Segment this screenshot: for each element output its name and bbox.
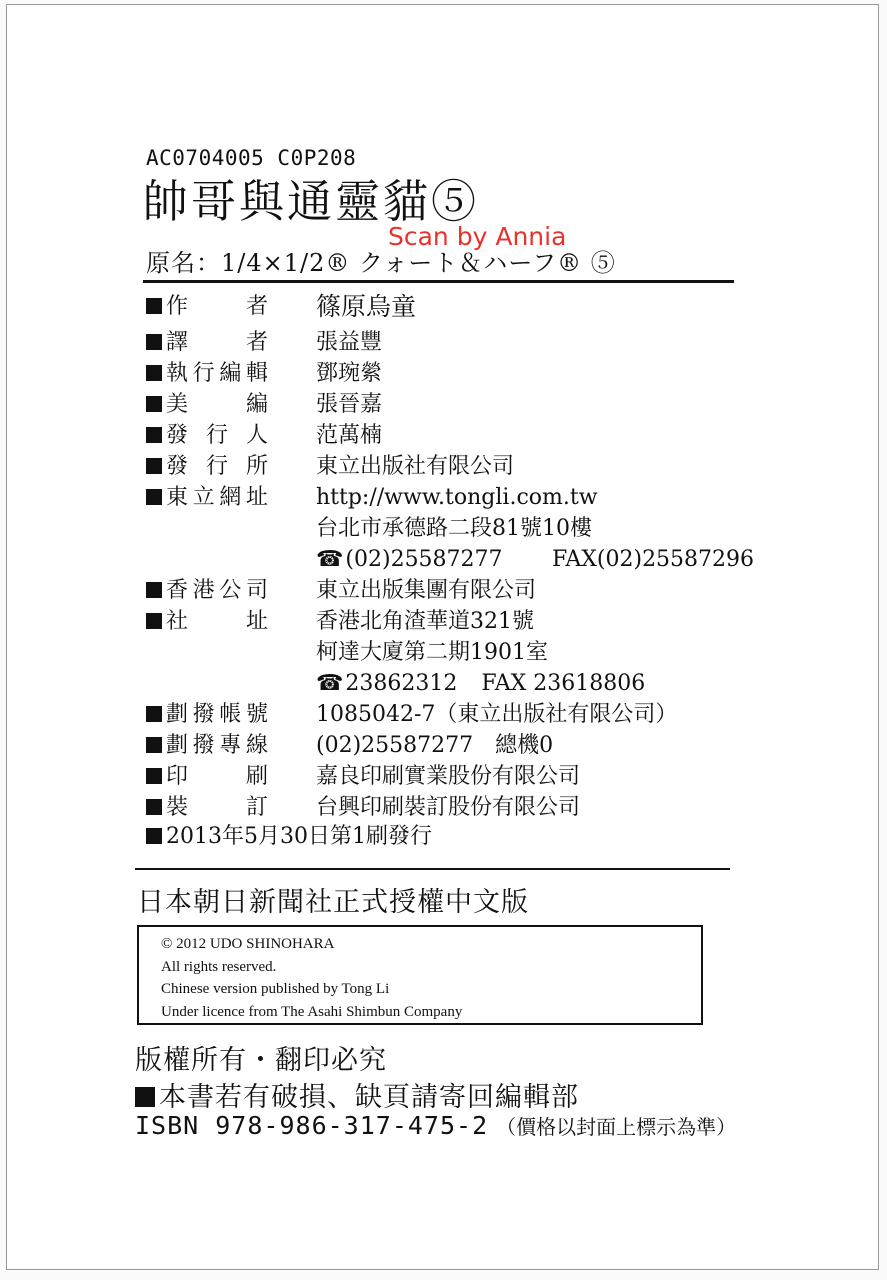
square-bullet-icon [146,706,162,722]
credit-value: 嘉良印刷實業股份有限公司 [316,764,581,789]
scan-watermark: Scan by Annia [388,222,567,251]
original-title: 原名：1/4×1/2® クォート＆ハーフ® ⑤ [146,249,616,277]
section-rule [135,868,730,870]
hk-phone: 23862312 [345,671,458,696]
catalog-code: AC0704005 C0P208 [146,146,357,170]
square-bullet-icon [146,737,162,753]
credit-label: 美 編 [166,392,268,417]
credit-value: 東立出版社有限公司 [316,454,515,479]
website-url[interactable]: http://www.tongli.com.tw [316,485,598,510]
credit-label: 發行所 [166,454,268,479]
isbn-line [135,1111,736,1140]
rights-statement: 版權所有・翻印必究 [135,1045,387,1076]
square-bullet-icon [146,489,162,505]
credit-label: 東立網址 [166,485,268,510]
credit-value: (02)25587277 總機0 [316,733,554,758]
credit-value: 篠原烏童 [316,292,417,321]
credit-label: 裝 訂 [166,795,268,820]
hk-address-line2: 柯達大廈第二期1901室 [316,640,548,665]
credit-label: 社 址 [166,609,268,634]
credit-label: 執行編輯 [166,361,268,386]
license-statement: 日本朝日新聞社正式授權中文版 [137,887,529,918]
isbn-note: （價格以封面上標示為準） [496,1115,737,1139]
phone-icon: ☎ [316,671,344,696]
credit-label: 印 刷 [166,764,268,789]
square-bullet-icon [146,396,162,412]
square-bullet-icon [146,582,162,598]
copyright-box [137,925,703,1025]
hk-address-line1: 香港北角渣華道321號 [316,609,534,634]
square-bullet-icon [146,427,162,443]
credit-label: 作 者 [166,294,268,319]
isbn-number: ISBN 978-986-317-475-2 [135,1111,489,1140]
copyright-line: All rights reserved. [161,958,277,975]
phone-icon: ☎ [316,547,344,572]
credit-value: 台興印刷裝訂股份有限公司 [316,795,581,820]
square-bullet-icon [135,1087,155,1107]
square-bullet-icon [146,613,162,629]
book-title: 帥哥與通靈貓⑤ [143,175,480,228]
publisher-phone: (02)25587277 [345,547,503,572]
credit-label: 香港公司 [166,578,268,603]
credit-value: 1085042-7（東立出版社有限公司） [316,702,678,727]
copyright-line: Under licence from The Asahi Shimbun Company [161,1003,463,1020]
square-bullet-icon [146,334,162,350]
publication-date-text: 2013年5月30日第1刷發行 [166,824,432,849]
damage-notice [135,1075,579,1114]
publication-date [146,819,432,850]
square-bullet-icon [146,828,162,844]
square-bullet-icon [146,365,162,381]
credit-value: 張益豐 [316,330,383,355]
hk-fax: FAX 23618806 [481,671,646,696]
copyright-line: © 2012 UDO SHINOHARA [161,936,335,952]
credit-label: 劃撥專線 [166,733,268,758]
copyright-line: Chinese version published by Tong Li [161,981,390,997]
credit-label: 譯 者 [166,330,268,355]
credit-value: 張晉嘉 [316,392,383,417]
credit-value: 范萬楠 [316,423,383,448]
credit-label: 劃撥帳號 [166,702,268,727]
damage-notice-text: 本書若有破損、缺頁請寄回編輯部 [159,1082,579,1113]
square-bullet-icon [146,298,162,314]
title-rule [143,280,734,283]
publisher-address: 台北市承德路二段81號10樓 [316,516,592,541]
square-bullet-icon [146,458,162,474]
credit-label: 發行人 [166,423,268,448]
credit-value: 鄧琬縈 [316,361,383,386]
hk-company: 東立出版集團有限公司 [316,578,537,603]
square-bullet-icon [146,768,162,784]
square-bullet-icon [146,799,162,815]
publisher-fax: FAX(02)25587296 [552,547,755,572]
